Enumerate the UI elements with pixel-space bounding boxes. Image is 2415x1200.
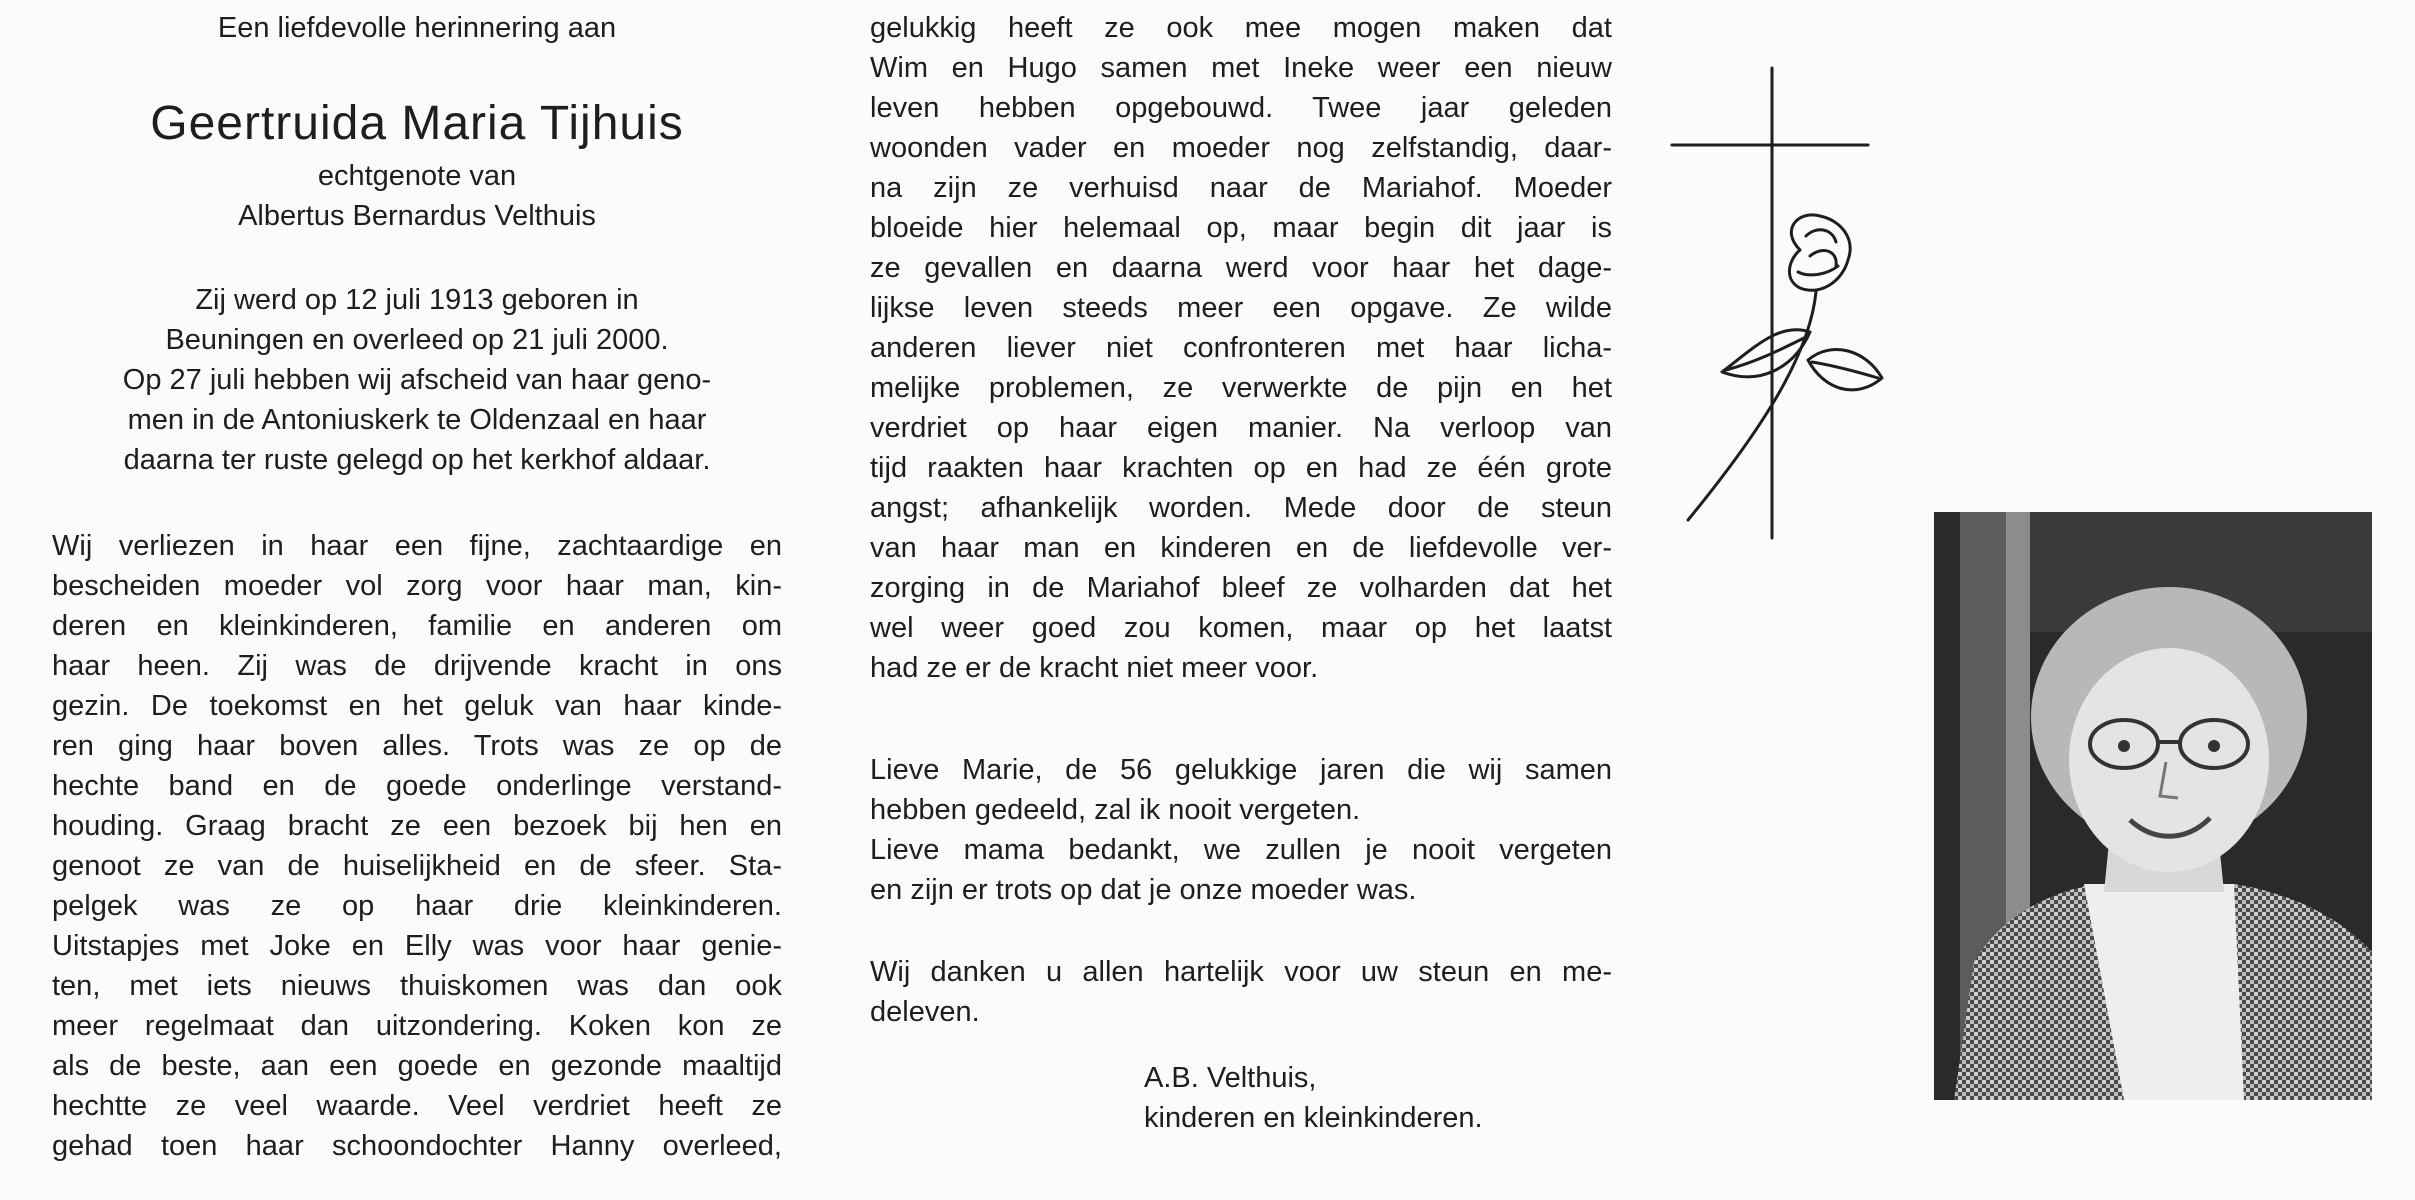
- body-line: ren ging haar boven alles. Trots was ze op de: [52, 730, 782, 762]
- body-line: meer regelmaat dan uitzondering. Koken kon ze: [52, 1010, 782, 1042]
- body-line: had ze er de kracht niet meer voor.: [870, 652, 1319, 684]
- farewell-line: hebben gedeeld, zal ik nooit vergeten.: [870, 794, 1361, 826]
- deceased-name: Geertruida Maria Tijhuis: [150, 97, 684, 150]
- spouse-label: echtgenote van: [317, 160, 517, 192]
- thanks-line: Wij danken u allen hartelijk voor uw steun en me-: [870, 956, 1612, 988]
- thanks-line: deleven.: [870, 996, 980, 1028]
- body-line: bloeide hier helemaal op, maar begin dit jaar is: [870, 212, 1612, 244]
- left-column: [52, 0, 782, 1166]
- signature-line: kinderen en kleinkinderen.: [1144, 1102, 1483, 1134]
- body-line: deren en kleinkinderen, familie en anderen om: [52, 610, 782, 642]
- portrait-photo: [1934, 512, 2372, 1100]
- farewell-line: en zijn er trots op dat je onze moeder was.: [870, 874, 1417, 906]
- farewell-line: Lieve mama bedankt, we zullen je nooit vergeten: [870, 834, 1612, 866]
- dates-line: men in de Antoniuskerk te Oldenzaal en haar: [127, 404, 707, 436]
- body-line: wel weer goed zou komen, maar op het laatst: [870, 612, 1612, 644]
- body-line: haar heen. Zij was de drijvende kracht in ons: [52, 650, 782, 682]
- body-line: als de beste, aan een goede en gezonde maaltijd: [52, 1050, 782, 1082]
- body-line: woonden vader en moeder nog zelfstandig, daar-: [870, 132, 1612, 164]
- body-line: hechte band en de goede onderlinge verstand-: [52, 770, 782, 802]
- body-line: leven hebben opgebouwd. Twee jaar geleden: [870, 92, 1612, 124]
- body-line: van haar man en kinderen en de liefdevolle ver-: [870, 532, 1612, 564]
- body-line: Wij verliezen in haar een fijne, zachtaardige en: [52, 530, 782, 562]
- body-line: anderen liever niet confronteren met haar licha-: [870, 332, 1612, 364]
- body-line: genoot ze van de huiselijkheid en de sfeer. Sta-: [52, 850, 782, 882]
- body-line: hechtte ze veel waarde. Veel verdriet heeft ze: [52, 1090, 782, 1122]
- cross-with-rose-icon: [1660, 60, 1900, 550]
- body-line: bescheiden moeder vol zorg voor haar man, kin-: [52, 570, 782, 602]
- body-line: verdriet op haar eigen manier. Na verloop van: [870, 412, 1612, 444]
- body-line: ze gevallen en daarna werd voor haar het dage-: [870, 252, 1612, 284]
- signature-line: A.B. Velthuis,: [1144, 1062, 1317, 1094]
- body-line: lijkse leven steeds meer een opgave. Ze wilde: [870, 292, 1612, 324]
- dates-line: daarna ter ruste gelegd op het kerkhof aldaar.: [123, 444, 711, 476]
- body-line: gelukkig heeft ze ook mee mogen maken dat: [870, 12, 1612, 44]
- middle-column: [870, 0, 1612, 1032]
- body-line: ten, met iets nieuws thuiskomen was dan ook: [52, 970, 782, 1002]
- body-line: gehad toen haar schoondochter Hanny overleed,: [52, 1130, 782, 1162]
- body-line: tijd raakten haar krachten op en had ze één grote: [870, 452, 1612, 484]
- body-line: zorging in de Mariahof bleef ze volharden dat het: [870, 572, 1612, 604]
- body-line: pelgek was ze op haar drie kleinkinderen.: [52, 890, 782, 922]
- body-line: na zijn ze verhuisd naar de Mariahof. Moeder: [870, 172, 1612, 204]
- body-line: angst; afhankelijk worden. Mede door de steun: [870, 492, 1612, 524]
- body-line: melijke problemen, ze verwerkte de pijn en het: [870, 372, 1612, 404]
- dates-line: Beuningen en overleed op 21 juli 2000.: [165, 324, 669, 356]
- body-line: gezin. De toekomst en het geluk van haar kinde-: [52, 690, 782, 722]
- dates-line: Op 27 juli hebben wij afscheid van haar geno-: [122, 364, 712, 396]
- body-line: Uitstapjes met Joke en Elly was voor haar genie-: [52, 930, 782, 962]
- memorial-header: Een liefdevolle herinnering aan: [217, 12, 617, 44]
- body-line: houding. Graag bracht ze een bezoek bij hen en: [52, 810, 782, 842]
- signature: [1144, 1058, 1564, 1138]
- dates-line: Zij werd op 12 juli 1913 geboren in: [195, 284, 639, 316]
- body-line: Wim en Hugo samen met Ineke weer een nieuw: [870, 52, 1612, 84]
- spouse-name: Albertus Bernardus Velthuis: [238, 200, 596, 232]
- farewell-line: Lieve Marie, de 56 gelukkige jaren die wij samen: [870, 754, 1612, 786]
